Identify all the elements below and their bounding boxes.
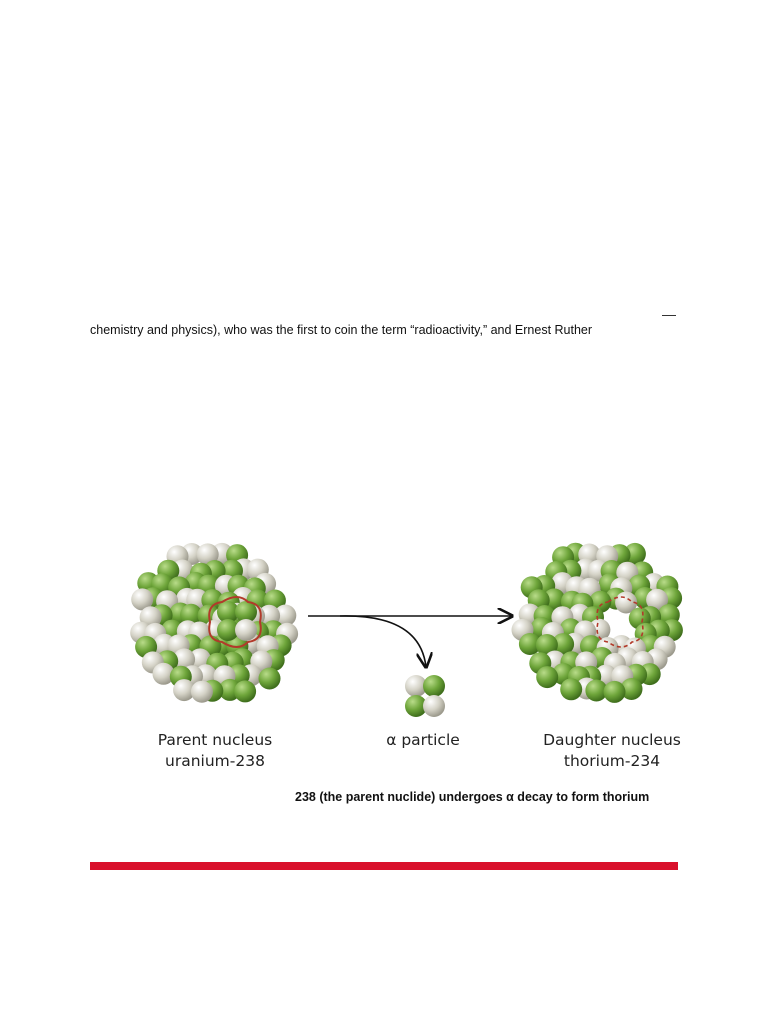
em-dash bbox=[662, 315, 676, 316]
parent-label-line2: uranium-238 bbox=[165, 752, 265, 770]
proton-sphere bbox=[423, 675, 445, 697]
parent-label-line1: Parent nucleus bbox=[157, 731, 273, 749]
proton-sphere bbox=[536, 666, 558, 688]
proton-sphere bbox=[259, 668, 281, 690]
proton-sphere bbox=[560, 678, 582, 700]
neutron-sphere bbox=[191, 681, 213, 703]
neutron-sphere bbox=[235, 619, 257, 641]
alpha-label: α particle bbox=[386, 731, 460, 749]
alpha-particle bbox=[405, 675, 445, 717]
parent-nucleus-uranium-238 bbox=[130, 543, 298, 703]
alpha-decay-figure bbox=[0, 530, 768, 770]
proton-sphere bbox=[604, 681, 626, 703]
figure-caption: 238 (the parent nuclide) undergoes α decay to form thorium bbox=[295, 790, 650, 804]
alpha-emission-arrow bbox=[340, 616, 426, 667]
neutron-sphere bbox=[423, 695, 445, 717]
section-divider bbox=[90, 862, 678, 870]
paragraph-fragment: chemistry and physics), who was the first to coin the term “radioactivity,” and Ernest Ruther bbox=[90, 323, 593, 337]
proton-sphere bbox=[234, 680, 256, 702]
daughter-label-line2: thorium-234 bbox=[563, 752, 661, 770]
daughter-label-line1: Daughter nucleus bbox=[543, 731, 681, 749]
